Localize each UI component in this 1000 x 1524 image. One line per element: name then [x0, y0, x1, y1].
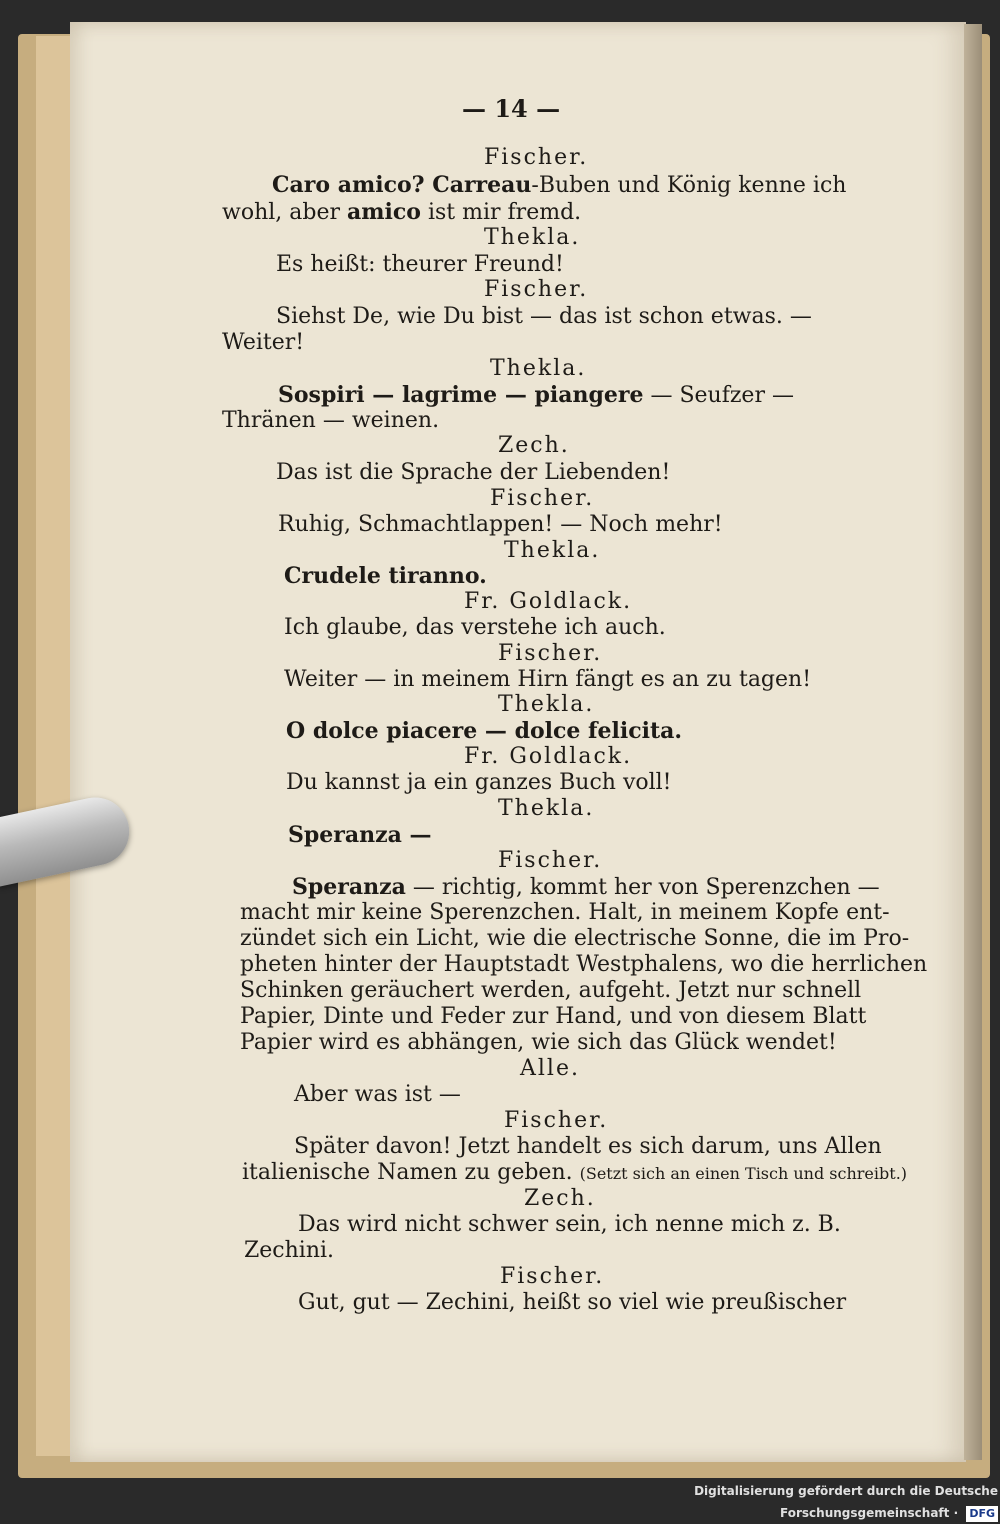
- speaker-name: Thekla.: [484, 225, 581, 250]
- italian-text: Speranza —: [288, 822, 432, 848]
- italian-text: Speranza: [292, 874, 406, 900]
- speaker-name: Fischer.: [500, 1264, 605, 1289]
- page-right-edge: [964, 24, 982, 1460]
- speaker-name: Thekla.: [504, 538, 601, 563]
- speaker-name: Fischer.: [484, 277, 589, 302]
- italian-text: Crudele tiranno.: [284, 563, 487, 589]
- text-line: Ich glaube, das verstehe ich auch.: [284, 615, 666, 640]
- text-line: macht mir keine Sperenzchen. Halt, in meinem Kopfe ent-: [240, 900, 890, 925]
- text-fragment: — richtig, kommt her von Sperenzchen —: [405, 875, 880, 900]
- speaker-name: Zech.: [524, 1186, 596, 1211]
- text-line: Weiter — in meinem Hirn fängt es an zu tagen!: [284, 667, 812, 692]
- text-line: Das wird nicht schwer sein, ich nenne mich z. B.: [298, 1212, 841, 1237]
- text-line: zündet sich ein Licht, wie die electrische Sonne, die im Pro-: [240, 926, 910, 951]
- text-line: Thränen — weinen.: [222, 408, 440, 433]
- speaker-name: Zech.: [498, 433, 570, 458]
- text-fragment: wohl, aber: [222, 200, 347, 225]
- italian-text: amico: [347, 199, 421, 225]
- text-line: [286, 718, 682, 745]
- text-line: [292, 874, 880, 901]
- text-line: Das ist die Sprache der Liebenden!: [276, 460, 671, 485]
- text-line: Zechini.: [244, 1238, 335, 1263]
- digitization-footer: [600, 1480, 998, 1520]
- text-line: Gut, gut — Zechini, heißt so viel wie preußischer: [298, 1290, 847, 1315]
- speaker-name: Fischer.: [504, 1108, 609, 1133]
- text-line: Papier wird es abhängen, wie sich das Glück wendet!: [240, 1030, 837, 1055]
- text-line: [272, 172, 846, 199]
- speaker-name: Fischer.: [490, 486, 595, 511]
- text-line: Später davon! Jetzt handelt es sich darum, uns Allen: [294, 1134, 882, 1159]
- dfg-logo-icon: DFG: [966, 1506, 998, 1522]
- footer-text: Digitalisierung gefördert durch die Deutsche Forschungsgemeinschaft ·: [694, 1484, 998, 1520]
- text-line: Schinken geräuchert werden, aufgeht. Jetzt nur schnell: [240, 978, 862, 1003]
- speaker-name: Fischer.: [498, 848, 603, 873]
- text-line: Papier, Dinte und Feder zur Hand, und von diesem Blatt: [240, 1004, 867, 1029]
- text-fragment: -Buben und König kenne ich: [531, 173, 847, 198]
- text-fragment: italienische Namen zu geben.: [242, 1160, 580, 1185]
- text-fragment: (Setzt sich an einen Tisch und schreibt.): [579, 1164, 908, 1183]
- text-line: [288, 822, 432, 849]
- speaker-name: Thekla.: [490, 356, 587, 381]
- speaker-name: Thekla.: [498, 796, 595, 821]
- text-fragment: — Seufzer —: [643, 383, 794, 408]
- page-number: — 14 —: [462, 94, 561, 123]
- speaker-name: Fischer.: [498, 641, 603, 666]
- speaker-name: Fr. Goldlack.: [464, 744, 633, 769]
- text-line: Weiter!: [222, 330, 305, 355]
- speaker-name: Alle.: [520, 1056, 580, 1081]
- italian-text: O dolce piacere — dolce felicita.: [286, 718, 683, 744]
- italian-text: Caro amico? Carreau: [272, 172, 532, 198]
- text-line: [284, 563, 487, 590]
- speaker-name: Fischer.: [484, 145, 589, 170]
- text-line: Es heißt: theurer Freund!: [276, 252, 564, 277]
- text-fragment: ist mir fremd.: [420, 200, 582, 225]
- text-line: Ruhig, Schmachtlappen! — Noch mehr!: [278, 512, 723, 537]
- text-line: [222, 199, 581, 226]
- italian-text: Sospiri — lagrime — piangere: [278, 382, 644, 408]
- text-line: Aber was ist —: [294, 1082, 461, 1107]
- text-line: [242, 1160, 907, 1187]
- speaker-name: Fr. Goldlack.: [464, 589, 633, 614]
- text-line: Siehst De, wie Du bist — das ist schon etwas. —: [276, 304, 812, 329]
- text-line: pheten hinter der Hauptstadt Westphalens, wo die herrlichen: [240, 952, 928, 977]
- speaker-name: Thekla.: [498, 692, 595, 717]
- text-line: [278, 382, 794, 409]
- text-line: Du kannst ja ein ganzes Buch voll!: [286, 770, 672, 795]
